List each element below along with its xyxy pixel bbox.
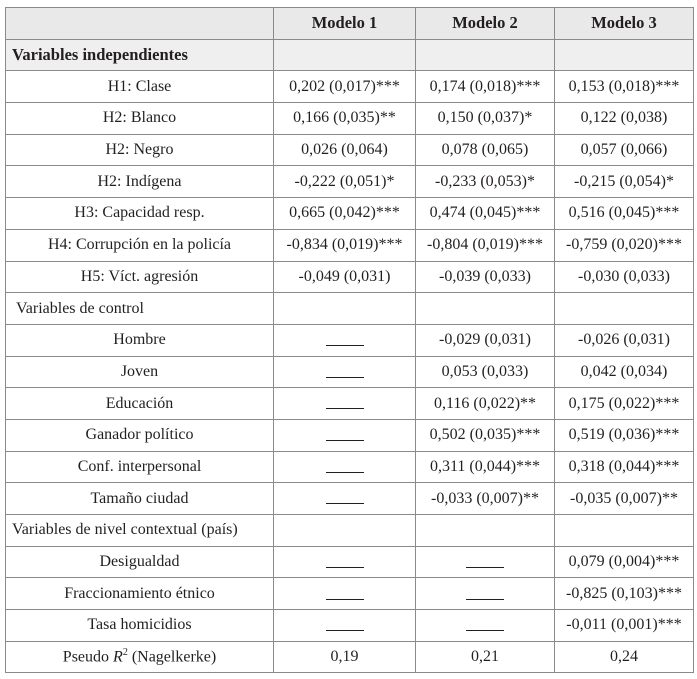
cell-modelo-2: 0,053 (0,033) xyxy=(416,356,555,388)
cell-modelo-2: -0,039 (0,033) xyxy=(416,261,555,293)
pseudo-r: R xyxy=(113,648,123,666)
cell-modelo-3: 0,042 (0,034) xyxy=(555,356,694,388)
row-label: Hombre xyxy=(6,324,274,356)
cell-modelo-2: -0,233 (0,053)* xyxy=(416,166,555,198)
cell-modelo-2: -0,029 (0,031) xyxy=(416,324,555,356)
cell-modelo-1: -0,049 (0,031) xyxy=(274,261,416,293)
cell-modelo-2: -0,033 (0,007)** xyxy=(416,483,555,515)
row-label: Desigualdad xyxy=(6,546,274,578)
cell-modelo-1-dash xyxy=(274,388,416,420)
table-row xyxy=(6,103,694,135)
cell-modelo-1-dash xyxy=(274,578,416,610)
dash-line xyxy=(326,345,364,346)
dash-line xyxy=(466,599,504,600)
header-modelo-3: Modelo 3 xyxy=(555,8,694,40)
table-row xyxy=(6,610,694,642)
pseudo-r2-row xyxy=(6,641,694,673)
cell-modelo-1: 0,202 (0,017)*** xyxy=(274,71,416,103)
dash-line xyxy=(326,377,364,378)
cell-modelo-3: -0,035 (0,007)** xyxy=(555,483,694,515)
cell-modelo-1-dash xyxy=(274,483,416,515)
dash-line xyxy=(326,472,364,473)
section-row-control xyxy=(6,293,694,325)
pseudo-suffix: (Nagelkerke) xyxy=(127,648,217,666)
row-label: Joven xyxy=(6,356,274,388)
cell-modelo-2-dash xyxy=(416,546,555,578)
table-row xyxy=(6,578,694,610)
pseudo-r2-label xyxy=(6,641,274,673)
cell-modelo-1: 0,026 (0,064) xyxy=(274,134,416,166)
cell-modelo-3: 0,122 (0,038) xyxy=(555,103,694,135)
row-label: H3: Capacidad resp. xyxy=(6,198,274,230)
cell-modelo-3: 0,519 (0,036)*** xyxy=(555,419,694,451)
cell-modelo-1: -0,834 (0,019)*** xyxy=(274,229,416,261)
cell-modelo-2: 0,174 (0,018)*** xyxy=(416,71,555,103)
row-label: H2: Negro xyxy=(6,134,274,166)
table-row xyxy=(6,483,694,515)
section-row-contextual xyxy=(6,515,694,547)
row-label: H4: Corrupción en la policía xyxy=(6,229,274,261)
row-label: H5: Víct. agresión xyxy=(6,261,274,293)
table-row xyxy=(6,229,694,261)
table-row xyxy=(6,198,694,230)
cell-modelo-1: 0,665 (0,042)*** xyxy=(274,198,416,230)
section-label-control: Variables de control xyxy=(6,293,274,325)
cell-modelo-2: 0,116 (0,022)** xyxy=(416,388,555,420)
pseudo-prefix: Pseudo xyxy=(62,648,114,666)
cell-modelo-1-dash xyxy=(274,419,416,451)
cell-modelo-2: 0,311 (0,044)*** xyxy=(416,451,555,483)
section-label-independent: Variables independientes xyxy=(6,39,274,71)
dash-line xyxy=(326,599,364,600)
cell-modelo-3: -0,825 (0,103)*** xyxy=(555,578,694,610)
cell-modelo-3: 0,516 (0,045)*** xyxy=(555,198,694,230)
regression-table xyxy=(5,7,694,673)
table-row xyxy=(6,261,694,293)
pseudo-sup: 2 xyxy=(122,647,128,659)
row-label: Tamaño ciudad xyxy=(6,483,274,515)
dash-line xyxy=(466,567,504,568)
section-label-contextual: Variables de nivel contextual (país) xyxy=(6,515,274,547)
table-row xyxy=(6,546,694,578)
section-row-independent xyxy=(6,39,694,71)
table-row xyxy=(6,71,694,103)
row-label: Fraccionamiento étnico xyxy=(6,578,274,610)
dash-line xyxy=(326,567,364,568)
table-row xyxy=(6,419,694,451)
dash-line xyxy=(326,630,364,631)
cell-modelo-1-dash xyxy=(274,546,416,578)
cell-modelo-2-dash xyxy=(416,578,555,610)
cell-modelo-2: 0,150 (0,037)* xyxy=(416,103,555,135)
header-modelo-2: Modelo 2 xyxy=(416,8,555,40)
dash-line xyxy=(326,503,364,504)
cell-modelo-2: 0,078 (0,065) xyxy=(416,134,555,166)
cell-modelo-3: 0,175 (0,022)*** xyxy=(555,388,694,420)
cell-modelo-1-dash xyxy=(274,451,416,483)
cell-modelo-3: 0,079 (0,004)*** xyxy=(555,546,694,578)
cell-modelo-1-dash xyxy=(274,356,416,388)
cell-modelo-1-dash xyxy=(274,610,416,642)
header-row xyxy=(6,8,694,40)
cell-modelo-3: 0,057 (0,066) xyxy=(555,134,694,166)
row-label: Tasa homicidios xyxy=(6,610,274,642)
dash-line xyxy=(326,440,364,441)
header-empty-cell xyxy=(6,8,274,40)
table-row xyxy=(6,166,694,198)
row-label: H1: Clase xyxy=(6,71,274,103)
cell-modelo-2-dash xyxy=(416,610,555,642)
cell-modelo-2: 0,502 (0,035)*** xyxy=(416,419,555,451)
cell-modelo-2: 0,21 xyxy=(416,641,555,673)
cell-modelo-2: 0,474 (0,045)*** xyxy=(416,198,555,230)
row-label: H2: Blanco xyxy=(6,103,274,135)
row-label: Educación xyxy=(6,388,274,420)
cell-modelo-1: 0,166 (0,035)** xyxy=(274,103,416,135)
table-row xyxy=(6,356,694,388)
cell-modelo-3: -0,030 (0,033) xyxy=(555,261,694,293)
table-row xyxy=(6,451,694,483)
dash-line xyxy=(466,630,504,631)
cell-modelo-3: -0,215 (0,054)* xyxy=(555,166,694,198)
cell-modelo-3: 0,153 (0,018)*** xyxy=(555,71,694,103)
dash-line xyxy=(326,408,364,409)
row-label: H2: Indígena xyxy=(6,166,274,198)
cell-modelo-1: 0,19 xyxy=(274,641,416,673)
cell-modelo-3: -0,026 (0,031) xyxy=(555,324,694,356)
cell-modelo-3: 0,24 xyxy=(555,641,694,673)
row-label: Conf. interpersonal xyxy=(6,451,274,483)
cell-modelo-2: -0,804 (0,019)*** xyxy=(416,229,555,261)
table-row xyxy=(6,134,694,166)
cell-modelo-3: -0,011 (0,001)*** xyxy=(555,610,694,642)
cell-modelo-3: -0,759 (0,020)*** xyxy=(555,229,694,261)
table-row xyxy=(6,388,694,420)
header-modelo-1: Modelo 1 xyxy=(274,8,416,40)
row-label: Ganador político xyxy=(6,419,274,451)
cell-modelo-3: 0,318 (0,044)*** xyxy=(555,451,694,483)
table-row xyxy=(6,324,694,356)
cell-modelo-1: -0,222 (0,051)* xyxy=(274,166,416,198)
cell-modelo-1-dash xyxy=(274,324,416,356)
